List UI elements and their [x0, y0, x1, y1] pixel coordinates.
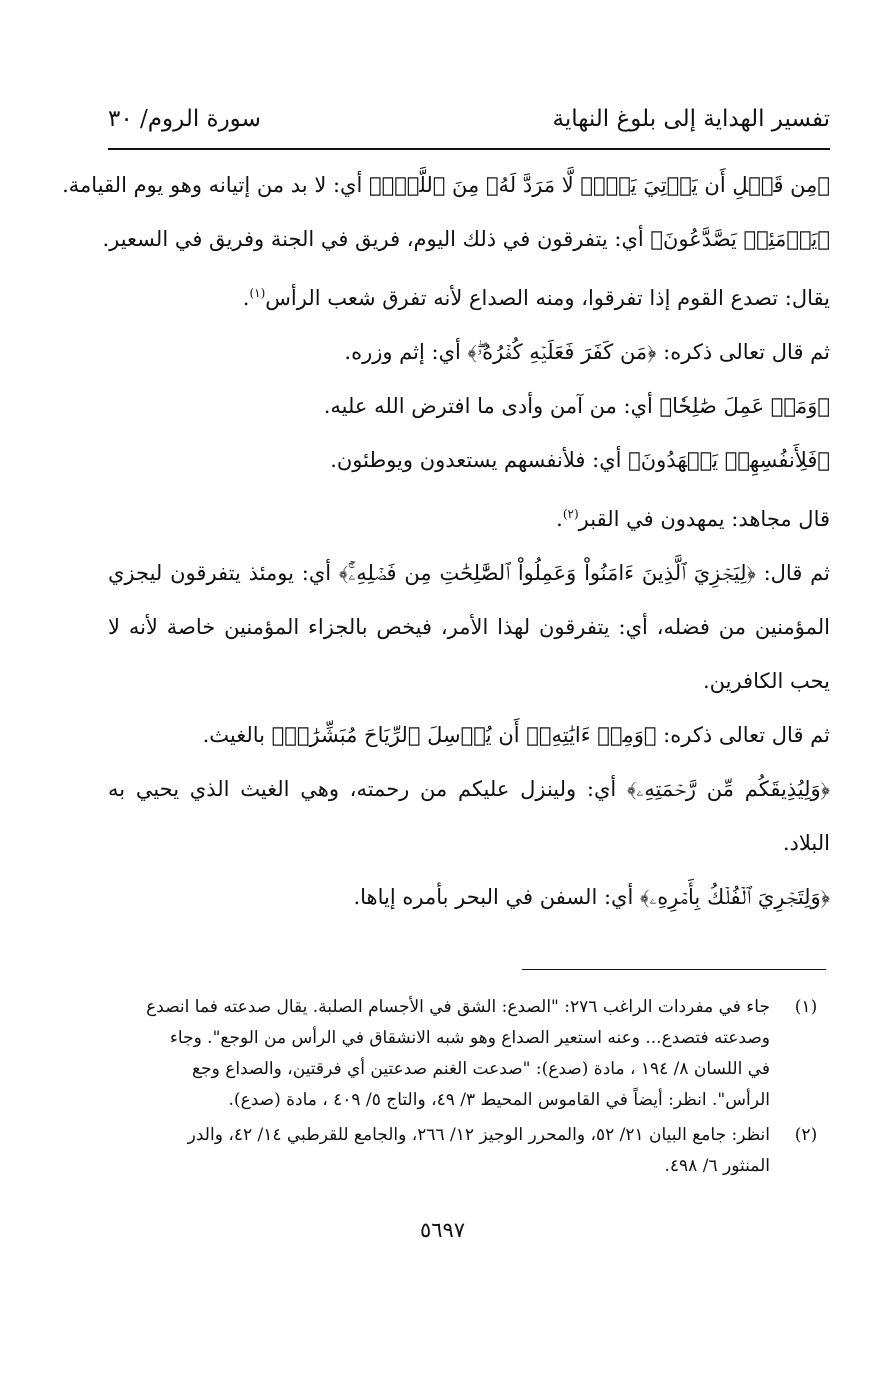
- surah-label: سورة الروم/ ٣٠: [108, 106, 261, 132]
- text-line: ﴿وَلِيُذِيقَكُم مِّن رَّحۡمَتِهِۦ﴾ أي: ولينزل عليكم من رحمته، وهي الغيث الذي يحيي به: [108, 777, 830, 801]
- main-text: [62, 158, 830, 924]
- text-line: البلاد.: [782, 831, 830, 855]
- footnote-separator: [522, 969, 826, 970]
- text-line: قال مجاهد: يمهدون في القبر$^{(٢)}$.: [556, 507, 830, 531]
- footnote-line: وصدعته فتصدع... وعنه استعير الصداع وهو شبه الانشقاق في الرأس من الوجع". وجاء: [169, 1028, 770, 1048]
- footnote-line: جاء في مفردات الراغب ٢٧٦: "الصدع: الشق في الأجسام الصلبة. يقال صدعته فما انصدع: [146, 997, 770, 1017]
- footnotes: [108, 992, 830, 1182]
- footnote-number: (١): [794, 997, 818, 1017]
- text-line: ثم قال تعالى ذكره: ﴿مَن كَفَرَ فَعَلَيۡهِ كُفۡرُهُۥۖ﴾ أي: إثم وزره.: [344, 340, 830, 364]
- footnote-ref-2[interactable]: (٢): [562, 507, 579, 521]
- text-line: ﴿فَلِأَنفُسِهِمۡ يَمۡهَدُونَ﴾ أي: فلأنفسهم يستعدون ويوطئون.: [330, 448, 830, 472]
- book-title: تفسير الهداية إلى بلوغ النهاية: [552, 106, 830, 132]
- text-line: يقال: تصدع القوم إذا تفرقوا، ومنه الصداع لأنه تفرق شعب الرأس$^{(١)}$.: [242, 286, 830, 310]
- text-line: ﴿وَمَنۡ عَمِلَ صَٰلِحٗا﴾ أي: من آمن وأدى ما افترض الله عليه.: [323, 394, 830, 418]
- running-header: [108, 100, 830, 144]
- page-number: ٥٦٩٧: [419, 1218, 466, 1242]
- footnote-1: [108, 992, 830, 1116]
- footnote-line: انظر: جامع البيان ٢١/ ٥٢، والمحرر الوجيز ١٢/ ٢٦٦، والجامع للقرطبي ١٤/ ٤٢، والدر: [187, 1125, 770, 1145]
- footnote-2: [108, 1120, 830, 1182]
- text-line: ﴿يَوۡمَئِذٖ يَصَّدَّعُونَ﴾ أي: يتفرقون في ذلك اليوم، فريق في الجنة وفريق في السعير.: [102, 227, 830, 251]
- text-line: ﴿مِن قَبۡلِ أَن يَأۡتِيَ يَوۡمٞ لَّا مَرَدَّ لَهُۥ مِنَ ٱللَّهِۖ﴾ أي: لا بد من إتيانه وهو يوم القيامة.: [62, 173, 830, 197]
- text-line: ثم قال: ﴿لِيَجۡزِيَ ٱلَّذِينَ ءَامَنُواْ وَعَمِلُواْ ٱلصَّٰلِحَٰتِ مِن فَضۡلِهِۦٓۚ﴾ أي: يومئذ يتفرقون ليجزي: [108, 561, 830, 585]
- text-line: يحب الكافرين.: [702, 669, 830, 693]
- text-line: المؤمنين من فضله، أي: يتفرقون لهذا الأمر، فيخص بالجزاء المؤمنين خاصة لأنه لا: [108, 615, 830, 639]
- text-line-content: قال مجاهد: يمهدون في القبر: [578, 507, 830, 531]
- footnote-line: الرأس". انظر: أيضاً في القاموس المحيط ٣/ ٤٩، والتاج ٥/ ٤٠٩ ، مادة (صدع).: [228, 1090, 770, 1110]
- text-line-content: يقال: تصدع القوم إذا تفرقوا، ومنه الصداع لأنه تفرق شعب الرأس: [265, 286, 830, 310]
- text-line: ثم قال تعالى ذكره: ﴿وَمِنۡ ءَايَٰتِهِۦٓ أَن يُرۡسِلَ ٱلرِّيَاحَ مُبَشِّرَٰتٖ﴾ بالغيث.: [202, 723, 830, 747]
- text-line: ﴿وَلِتَجۡرِيَ ٱلۡفُلۡكُ بِأَمۡرِهِۦ﴾ أي: السفن في البحر بأمره إياها.: [353, 885, 830, 909]
- footnote-line: المنثور ٦/ ٤٩٨.: [664, 1156, 770, 1176]
- footnote-number: (٢): [794, 1125, 818, 1145]
- footnote-ref-1[interactable]: (١): [249, 286, 266, 300]
- footnote-line: في اللسان ٨/ ١٩٤ ، مادة (صدع): "صدعت الغنم صدعتين أي فرقتين، والصداع وجع: [192, 1059, 770, 1079]
- header-rule: [108, 148, 830, 150]
